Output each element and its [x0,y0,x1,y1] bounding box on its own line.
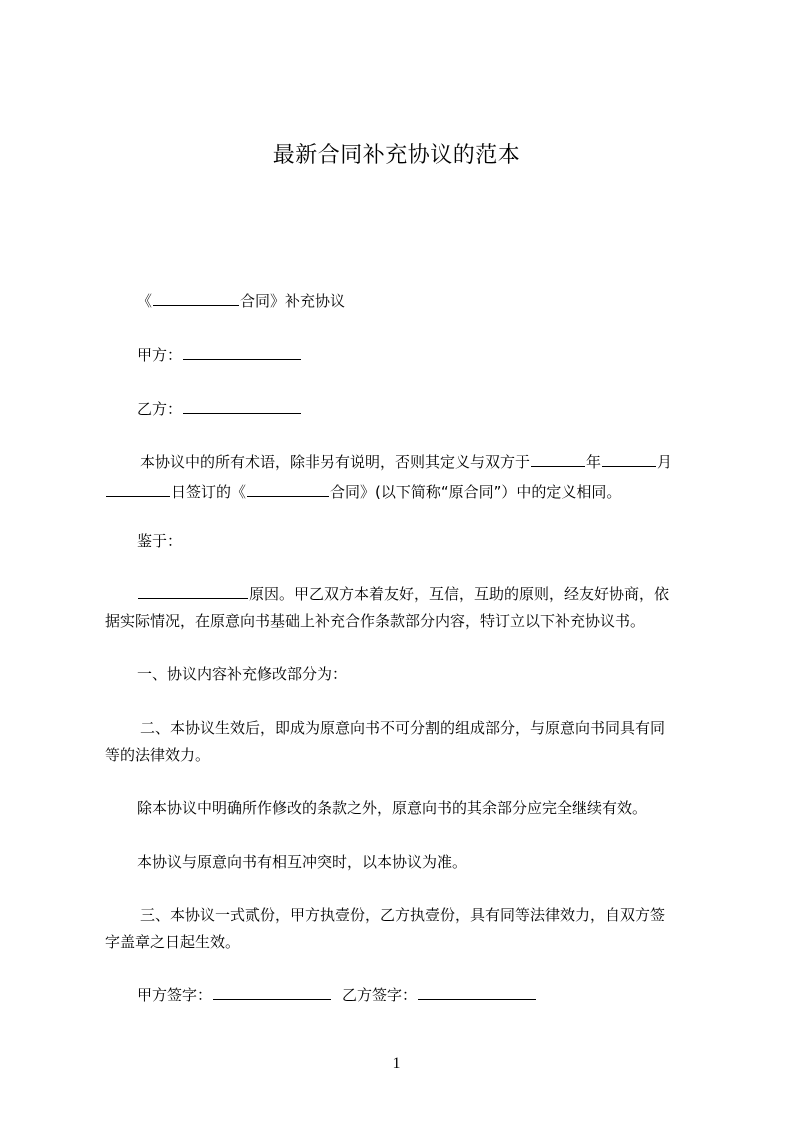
contract-name-blank [153,287,239,306]
clause-3-line-1: 三、本协议一式贰份，甲方执壹份，乙方执壹份，具有同等法律效力，自双方签 [140,906,666,924]
party-a-signature-blank [213,981,331,1000]
month-blank [602,448,656,467]
heading-close: 合同》补充协议 [240,292,346,310]
heading-open: 《 [137,292,153,310]
agreement-heading [137,286,345,316]
paragraph-1-text: 本协议中的所有术语，除非另有说明，否则其定义与双方于 [140,453,531,471]
party-a-label: 甲方： [137,346,183,364]
paragraph-3: 除本协议中明确所作修改的条款之外，原意向书的其余部分应完全继续有效。 [137,799,648,817]
paragraph-1-line-1 [140,447,672,477]
page-number: 1 [392,1055,401,1072]
party-a-line [137,340,302,370]
paragraph-1-tail: 合同》(以下简称“原合同”）中的定义相同。 [330,483,622,501]
year-blank [531,448,585,467]
clause-1: 一、协议内容补充修改部分为： [137,665,348,683]
paragraph-2-text: 原因。甲乙双方本着友好，互信，互助的原则，经友好协商，依 [249,585,670,603]
reason-blank [138,580,248,599]
clause-2-line-1: 二、本协议生效后，即成为原意向书不可分割的组成部分，与原意向书同具有同 [140,719,666,737]
party-a-signature-label: 甲方签字： [137,986,213,1004]
party-b-signature-label: 乙方签字： [342,986,418,1004]
clause-2-line-2: 等的法律效力。 [105,746,211,764]
clause-3-line-2: 字盖章之日起生效。 [105,933,241,951]
paragraph-2-line-2: 据实际情况，在原意向书基础上补充合作条款部分内容，特订立以下补充协议书。 [105,612,646,630]
party-a-blank [183,341,301,360]
year-label: 年 [586,453,602,471]
signature-line [137,980,537,1010]
document-title: 最新合同补充协议的范本 [272,143,521,168]
party-b-signature-blank [418,981,536,1000]
whereas-label: 鉴于： [137,532,183,550]
paragraph-4: 本协议与原意向书有相互冲突时，以本协议为准。 [137,853,468,871]
original-contract-blank [247,478,329,497]
party-b-label: 乙方： [137,400,183,418]
party-b-blank [183,395,301,414]
month-label: 月 [657,453,673,471]
paragraph-1-line-2 [105,477,621,507]
day-blank [106,478,170,497]
party-b-line [137,394,302,424]
paragraph-2-line-1 [137,579,669,609]
day-label: 日签订的《 [171,483,247,501]
